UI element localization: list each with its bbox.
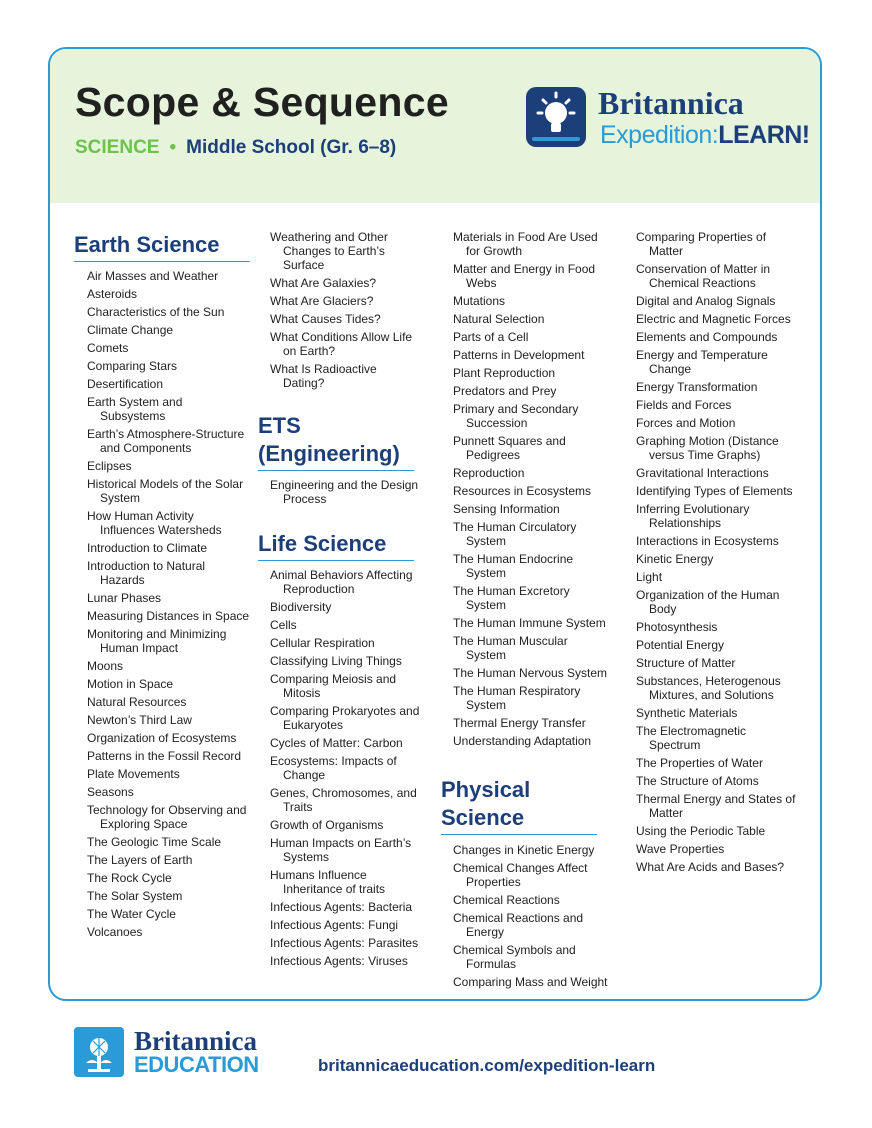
topic-item: What Causes Tides?	[270, 312, 381, 326]
topic-item: The Human Muscular System	[453, 634, 568, 662]
topic-item: Volcanoes	[87, 925, 143, 939]
topic-item: Comparing Meiosis and Mitosis	[270, 672, 397, 700]
topic-item: Biodiversity	[270, 600, 332, 614]
topic-item: Kinetic Energy	[636, 552, 714, 566]
topic-item: Light	[636, 570, 663, 584]
topic-item: What Conditions Allow Life on Earth?	[270, 330, 413, 358]
ets-list	[270, 478, 420, 506]
topic-item: The Human Nervous System	[453, 666, 608, 680]
topic-item: The Human Circulatory System	[453, 520, 577, 548]
section-heading-life-science: Life Science	[258, 530, 414, 561]
topic-item: Patterns in the Fossil Record	[87, 749, 242, 763]
britannica-expedition-learn-logo	[524, 85, 814, 159]
topic-item: Elements and Compounds	[636, 330, 778, 344]
topic-item: Chemical Changes Affect Properties	[453, 861, 588, 889]
earth-science-continued-list	[270, 230, 420, 390]
topic-item: Wave Properties	[636, 842, 725, 856]
topic-item: What Are Galaxies?	[270, 276, 377, 290]
topic-item: Weathering and Other Changes to Earth’s Surface	[270, 230, 388, 272]
topic-item: The Human Respiratory System	[453, 684, 581, 712]
topic-item: How Human Activity Influences Watersheds	[87, 509, 222, 537]
topic-item: Predators and Prey	[453, 384, 557, 398]
topic-item: Earth System and Subsystems	[87, 395, 183, 423]
topic-item: What Are Glaciers?	[270, 294, 374, 308]
footer-brand-name: Britannica	[134, 1026, 258, 1056]
topic-item: Identifying Types of Elements	[636, 484, 793, 498]
column-2	[258, 230, 420, 972]
topic-item: Parts of a Cell	[453, 330, 529, 344]
topic-item: Organization of Ecosystems	[87, 731, 237, 745]
topic-item: Natural Selection	[453, 312, 545, 326]
topic-item: Energy and Temperature Change	[636, 348, 768, 376]
topic-item: The Human Endocrine System	[453, 552, 574, 580]
topic-item: Matter and Energy in Food Webs	[453, 262, 596, 290]
life-science-continued-list	[453, 230, 609, 748]
topic-item: Climate Change	[87, 323, 174, 337]
topic-item: The Geologic Time Scale	[87, 835, 222, 849]
topic-item: Historical Models of the Solar System	[87, 477, 244, 505]
product-suffix: LEARN!	[718, 121, 810, 149]
topic-item: Asteroids	[87, 287, 138, 301]
life-science-list	[270, 568, 420, 968]
topic-item: Human Impacts on Earth’s Systems	[270, 836, 412, 864]
topic-item: Potential Energy	[636, 638, 725, 652]
topic-item: Sensing Information	[453, 502, 560, 516]
topic-item: Reproduction	[453, 466, 525, 480]
column-1	[74, 231, 250, 943]
topic-item: Comparing Stars	[87, 359, 178, 373]
topic-item: The Solar System	[87, 889, 183, 903]
topic-item: Primary and Secondary Succession	[453, 402, 579, 430]
topic-item: Seasons	[87, 785, 134, 799]
topic-item: Desertification	[87, 377, 164, 391]
topic-item: Forces and Motion	[636, 416, 736, 430]
grade-label: Middle School (Gr. 6–8)	[186, 137, 397, 158]
topic-item: Gravitational Interactions	[636, 466, 769, 480]
subject-label: SCIENCE	[75, 137, 160, 158]
topic-item: Punnett Squares and Pedigrees	[453, 434, 566, 462]
topic-item: Thermal Energy Transfer	[453, 716, 586, 730]
topic-item: Chemical Reactions and Energy	[453, 911, 584, 939]
topic-item: Earth’s Atmosphere-Structure and Components	[87, 427, 245, 455]
topic-item: Inferring Evolutionary Relationships	[636, 502, 750, 530]
topic-item: Newton’s Third Law	[87, 713, 192, 727]
topic-item: Thermal Energy and States of Matter	[636, 792, 796, 820]
topic-item: Graphing Motion (Distance versus Time Graphs)	[636, 434, 779, 462]
column-4	[624, 230, 800, 878]
topic-item: Cells	[270, 618, 297, 632]
topic-item: Fields and Forces	[636, 398, 732, 412]
topic-item: Lunar Phases	[87, 591, 162, 605]
topic-item: The Human Immune System	[453, 616, 606, 630]
topic-item: The Electromagnetic Spectrum	[636, 724, 747, 752]
section-heading-ets: ETS (Engineering)	[258, 412, 414, 471]
column-3	[441, 230, 609, 993]
topic-item: Measuring Distances in Space	[87, 609, 250, 623]
topic-item: Understanding Adaptation	[453, 734, 592, 748]
topic-item: Monitoring and Minimizing Human Impact	[87, 627, 227, 655]
topic-item: Comparing Prokaryotes and Eukaryotes	[270, 704, 420, 732]
section-heading-earth-science: Earth Science	[74, 231, 250, 262]
topic-item: Introduction to Natural Hazards	[87, 559, 206, 587]
topic-item: Changes in Kinetic Energy	[453, 843, 595, 857]
topic-item: Growth of Organisms	[270, 818, 384, 832]
topic-item: Genes, Chromosomes, and Traits	[270, 786, 417, 814]
topic-item: Ecosystems: Impacts of Change	[270, 754, 397, 782]
product-name	[600, 121, 810, 150]
footer-url-link[interactable]: britannicaeducation.com/expedition-learn	[318, 1056, 656, 1075]
topic-item: What Are Acids and Bases?	[636, 860, 785, 874]
topic-item: The Rock Cycle	[87, 871, 172, 885]
footer-brand-division: EDUCATION	[134, 1052, 259, 1077]
topic-item: Patterns in Development	[453, 348, 585, 362]
topic-item: Structure of Matter	[636, 656, 736, 670]
physical-science-list	[453, 843, 609, 989]
topic-item: Using the Periodic Table	[636, 824, 766, 838]
topic-item: Electric and Magnetic Forces	[636, 312, 791, 326]
topic-item: Animal Behaviors Affecting Reproduction	[270, 568, 413, 596]
section-heading-physical-science: Physical Science	[441, 776, 597, 835]
topic-item: Synthetic Materials	[636, 706, 738, 720]
topic-item: Air Masses and Weather	[87, 269, 219, 283]
topic-item: Interactions in Ecosystems	[636, 534, 779, 548]
product-prefix: Expedition:	[600, 121, 719, 149]
topic-item: The Human Excretory System	[453, 584, 570, 612]
topic-item: The Structure of Atoms	[636, 774, 759, 788]
brand-name: Britannica	[598, 85, 744, 121]
earth-science-list	[87, 269, 250, 939]
separator-dot: •	[169, 137, 177, 158]
topic-item: Conservation of Matter in Chemical Reactions	[636, 262, 771, 290]
britannica-thistle-logo	[74, 1027, 124, 1077]
topic-item: Infectious Agents: Bacteria	[270, 900, 413, 914]
topic-item: Classifying Living Things	[270, 654, 402, 668]
topic-item: Resources in Ecosystems	[453, 484, 592, 498]
header-band	[50, 49, 820, 203]
topic-item: Photosynthesis	[636, 620, 718, 634]
topic-item: Materials in Food Are Used for Growth	[453, 230, 598, 258]
topic-item: The Water Cycle	[87, 907, 176, 921]
topic-item: What Is Radioactive Dating?	[270, 362, 377, 390]
topic-item: Plate Movements	[87, 767, 180, 781]
topic-item: Technology for Observing and Exploring Space	[87, 803, 247, 831]
topic-item: Humans Influence Inheritance of traits	[270, 868, 386, 896]
physical-science-continued-list	[636, 230, 800, 874]
topic-item: Cycles of Matter: Carbon	[270, 736, 403, 750]
page-title: Scope & Sequence	[75, 79, 449, 125]
topic-item: Substances, Heterogenous Mixtures, and Solutions	[636, 674, 781, 702]
topic-item: Comparing Mass and Weight	[453, 975, 608, 989]
topic-item: Infectious Agents: Parasites	[270, 936, 419, 950]
topic-item: Eclipses	[87, 459, 132, 473]
topic-item: Chemical Symbols and Formulas	[453, 943, 576, 971]
topic-item: Mutations	[453, 294, 506, 308]
topic-item: Infectious Agents: Viruses	[270, 954, 408, 968]
topic-item: Engineering and the Design Process	[270, 478, 419, 506]
topic-item: Plant Reproduction	[453, 366, 556, 380]
topic-item: The Layers of Earth	[87, 853, 193, 867]
topic-item: Natural Resources	[87, 695, 187, 709]
topic-item: Digital and Analog Signals	[636, 294, 776, 308]
lightbulb-icon	[524, 85, 588, 149]
subtitle-line	[75, 137, 396, 159]
topic-item: Infectious Agents: Fungi	[270, 918, 399, 932]
topic-item: Organization of the Human Body	[636, 588, 780, 616]
topic-item: Chemical Reactions	[453, 893, 560, 907]
topic-item: Characteristics of the Sun	[87, 305, 225, 319]
topic-item: Moons	[87, 659, 124, 673]
topic-item: The Properties of Water	[636, 756, 763, 770]
topic-item: Introduction to Climate	[87, 541, 208, 555]
topic-item: Comets	[87, 341, 129, 355]
topic-item: Comparing Properties of Matter	[636, 230, 767, 258]
topic-item: Energy Transformation	[636, 380, 758, 394]
topic-item: Cellular Respiration	[270, 636, 375, 650]
topic-item: Motion in Space	[87, 677, 174, 691]
